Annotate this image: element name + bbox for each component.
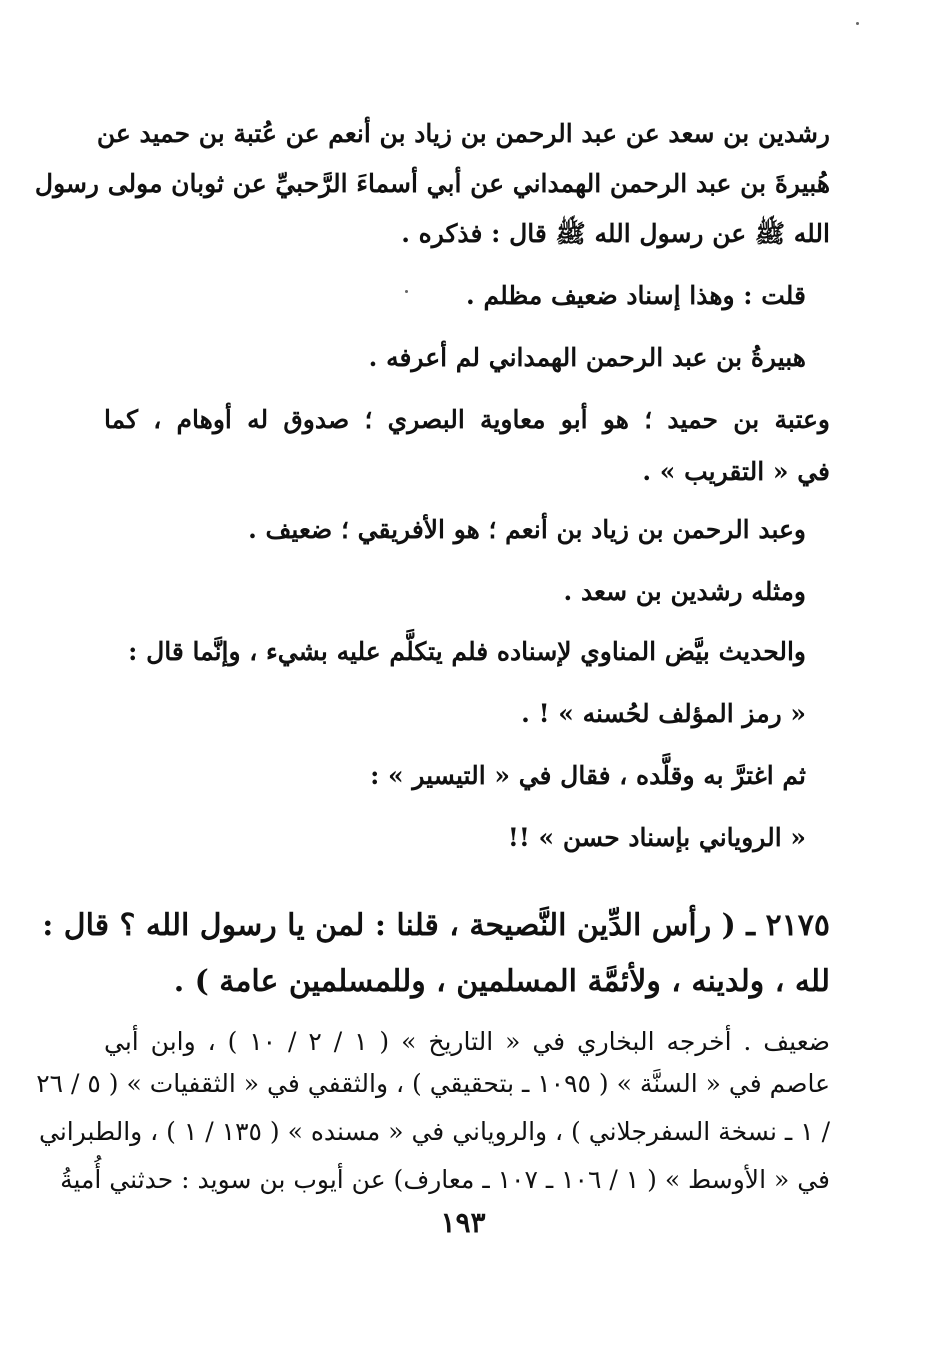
takhrij-line-3: / ١ ـ نسخة السفرجلاني ) ، والروياني في « مسنده » ( ١٣٥ / ١ ) ، والطبراني [38,1117,830,1146]
comment-weak-isnad: قلت : وهذا إسناد ضعيف مظلم . [466,281,806,310]
comment-quote-1: « رمز المؤلف لحُسنه » ! . [521,699,806,728]
comment-hubayra: هبيرةُ بن عبد الرحمن الهمداني لم أعرفه . [368,343,806,372]
comment-abdurrahman: وعبد الرحمن بن زياد بن أنعم ؛ هو الأفريقي ؛ ضعيف . [248,515,806,544]
comment-rishdin: ومثله رشدين بن سعد . [563,577,806,606]
takhrij-line-1: ضعيف . أخرجه البخاري في « التاريخ » ( ١ / ٢ / ١٠ ) ، وابن أبي [104,1027,831,1056]
comment-munawi: والحديث بيَّض المناوي لإسناده فلم يتكلَّم عليه بشيء ، وإنَّما قال : [128,637,806,666]
scan-speck [405,290,408,293]
isnad-line-3: الله ﷺ عن رسول الله ﷺ قال : فذكره . [401,219,830,248]
hadith-text-line-1: ٢١٧٥ ـ ( رأس الدِّين النَّصيحة ، قلنا : لمن يا رسول الله ؟ قال : [42,908,830,943]
comment-utba-2: في « التقريب » . [642,457,830,486]
comment-taysir: ثم اغترَّ به وقلَّده ، فقال في « التيسير » : [370,761,806,790]
hadith-text-line-2: لله ، ولدينه ، ولأئمَّة المسلمين ، وللمسلمين عامة ) . [173,964,830,999]
takhrij-line-2: عاصم في « السنَّة » ( ١٠٩٥ ـ بتحقيقي ) ، والثقفي في « الثقفيات » ( ٥ / ٢٦ [36,1069,830,1098]
comment-quote-2: « الروياني بإسناد حسن » !! [507,823,806,852]
takhrij-line-4: في « الأوسط » ( ١ / ١٠٦ ـ ١٠٧ ـ معارف) عن أيوب بن سويد : حدثني أُميةُ [60,1165,830,1194]
scan-speck [856,22,859,25]
page-number: ١٩٣ [440,1206,486,1239]
comment-utba-1: وعتبة بن حميد ؛ هو أبو معاوية البصري ؛ صدوق له أوهام ، كما [104,405,830,434]
isnad-line-1: رشدين بن سعد عن عبد الرحمن بن زياد بن أنعم عن عُتبة بن حميد عن [96,119,830,148]
isnad-line-2: هُبيرةَ بن عبد الرحمن الهمداني عن أبي أسماءَ الرَّحبيِّ عن ثوبان مولى رسول [34,169,830,198]
